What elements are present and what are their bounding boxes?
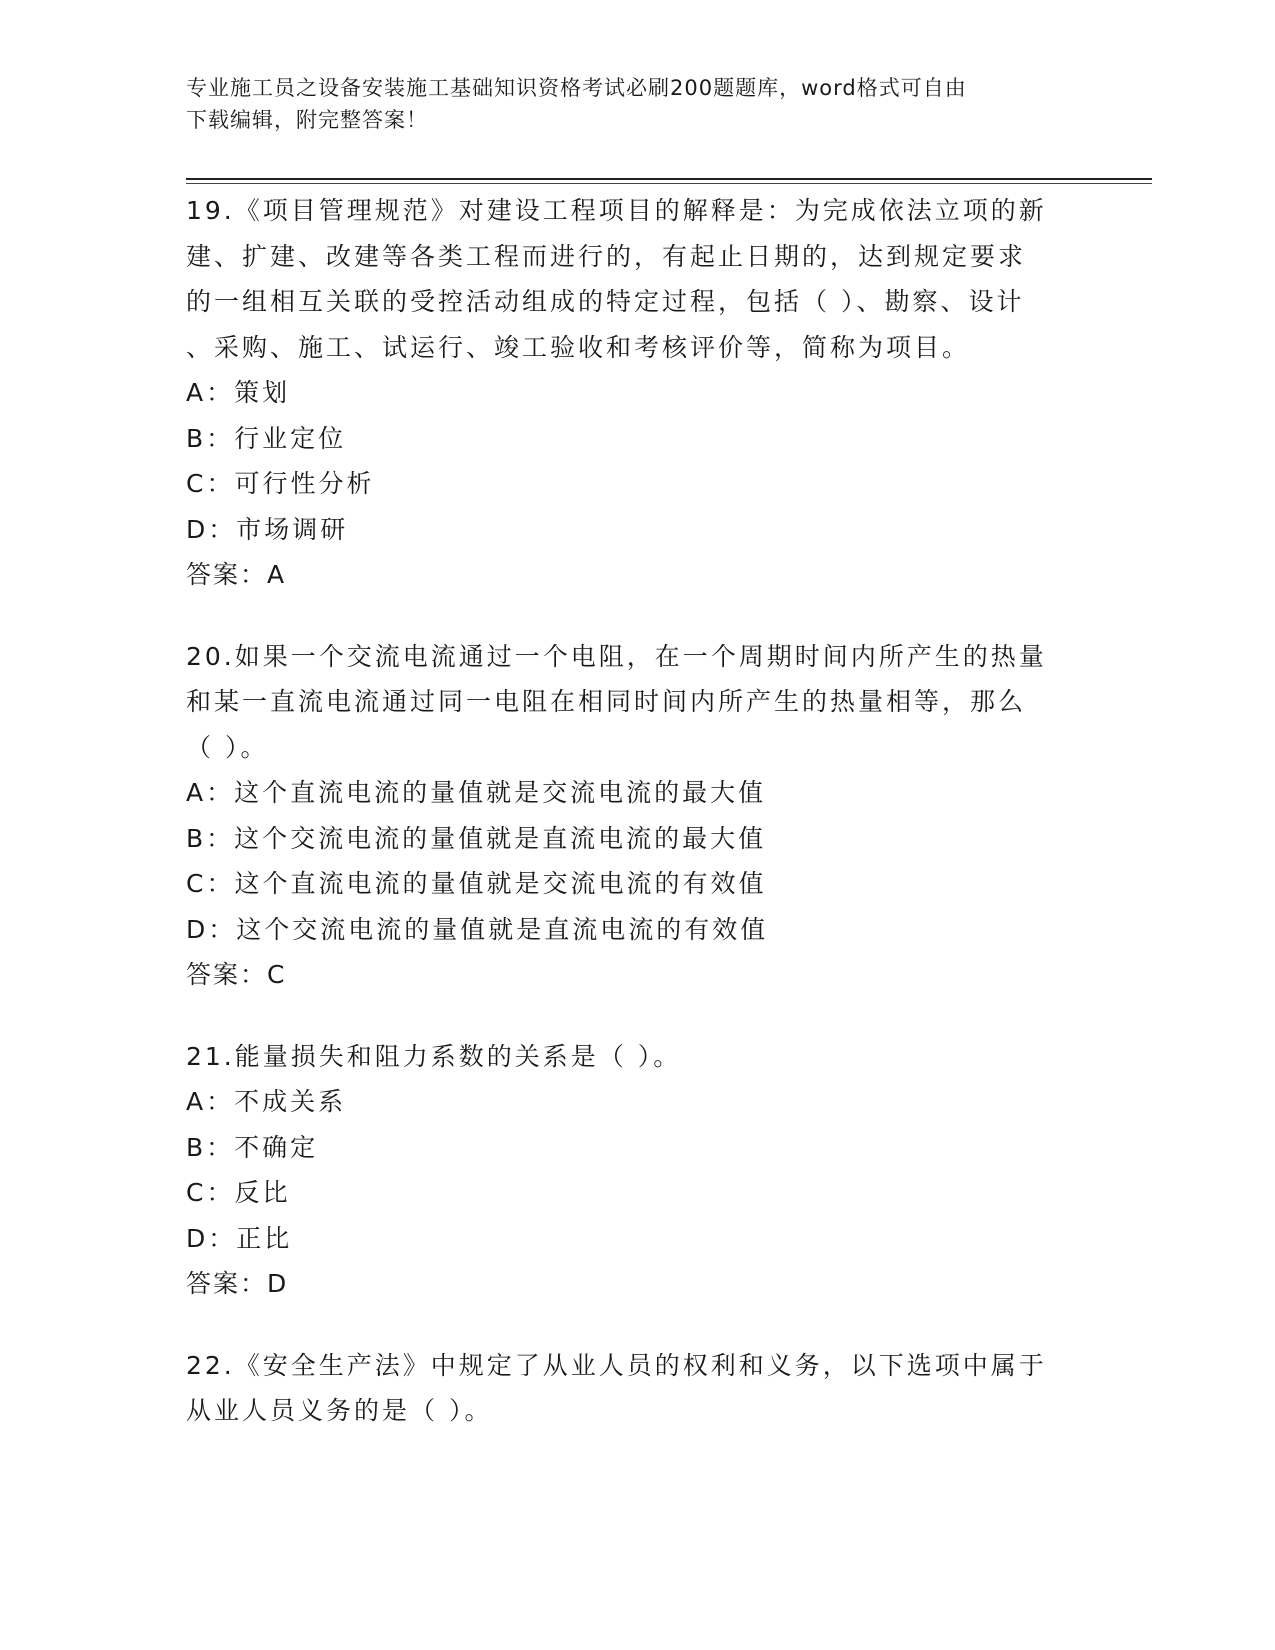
stem-line: 的一组相互关联的受控活动组成的特定过程，包括（ ）、勘察、设计 — [186, 287, 1025, 316]
question-stem — [186, 1343, 1086, 1434]
header-title-line-1: 专业施工员之设备安装施工基础知识资格考试必刷200题题库，word格式可自由 — [186, 76, 967, 100]
question-22 — [186, 1343, 1086, 1434]
stem-line: 22.《安全生产法》中规定了从业人员的权利和义务，以下选项中属于 — [186, 1350, 1047, 1380]
option-d: D：正比 — [186, 1223, 293, 1253]
option-a: A：这个直流电流的量值就是交流电流的最大值 — [186, 778, 767, 807]
option-c: C：反比 — [186, 1178, 291, 1207]
answer: 答案：C — [186, 960, 287, 989]
question-stem — [186, 1034, 1086, 1080]
option-a: A：不成关系 — [186, 1087, 347, 1116]
document-header — [186, 72, 1086, 136]
question-20 — [186, 634, 1086, 998]
option-d: D：市场调研 — [186, 514, 349, 544]
option-a: A：策划 — [186, 378, 291, 407]
answer: 答案：D — [186, 1269, 289, 1298]
stem-line: 21.能量损失和阻力系数的关系是（ ）。 — [186, 1041, 682, 1071]
question-list — [186, 188, 1086, 1470]
option-c: C：可行性分析 — [186, 469, 375, 498]
option-b: B：这个交流电流的量值就是直流电流的最大值 — [186, 823, 767, 853]
stem-line: （ ）。 — [186, 732, 269, 762]
option-b: B：行业定位 — [186, 423, 347, 453]
stem-line: 建、扩建、改建等各类工程而进行的，有起止日期的，达到规定要求 — [186, 241, 1027, 271]
option-b: B：不确定 — [186, 1132, 319, 1162]
question-stem — [186, 188, 1086, 370]
header-title-line-2: 下载编辑，附完整答案！ — [186, 108, 428, 132]
stem-line: 和某一直流电流通过同一电阻在相同时间内所产生的热量相等，那么 — [186, 687, 1027, 716]
header-divider-thick — [186, 178, 1152, 180]
stem-line: 从业人员义务的是（ ）。 — [186, 1396, 493, 1425]
question-21 — [186, 1034, 1086, 1307]
stem-line: 19.《项目管理规范》对建设工程项目的解释是：为完成依法立项的新 — [186, 196, 1047, 225]
stem-line: 20.如果一个交流电流通过一个电阻，在一个周期时间内所产生的热量 — [186, 641, 1047, 671]
stem-line: 、采购、施工、试运行、竣工验收和考核评价等，简称为项目。 — [186, 332, 971, 362]
question-stem — [186, 634, 1086, 771]
header-divider-thin — [186, 183, 1152, 184]
question-19 — [186, 188, 1086, 598]
answer: 答案：A — [186, 560, 287, 589]
option-c: C：这个直流电流的量值就是交流电流的有效值 — [186, 869, 767, 898]
option-d: D：这个交流电流的量值就是直流电流的有效值 — [186, 914, 769, 944]
